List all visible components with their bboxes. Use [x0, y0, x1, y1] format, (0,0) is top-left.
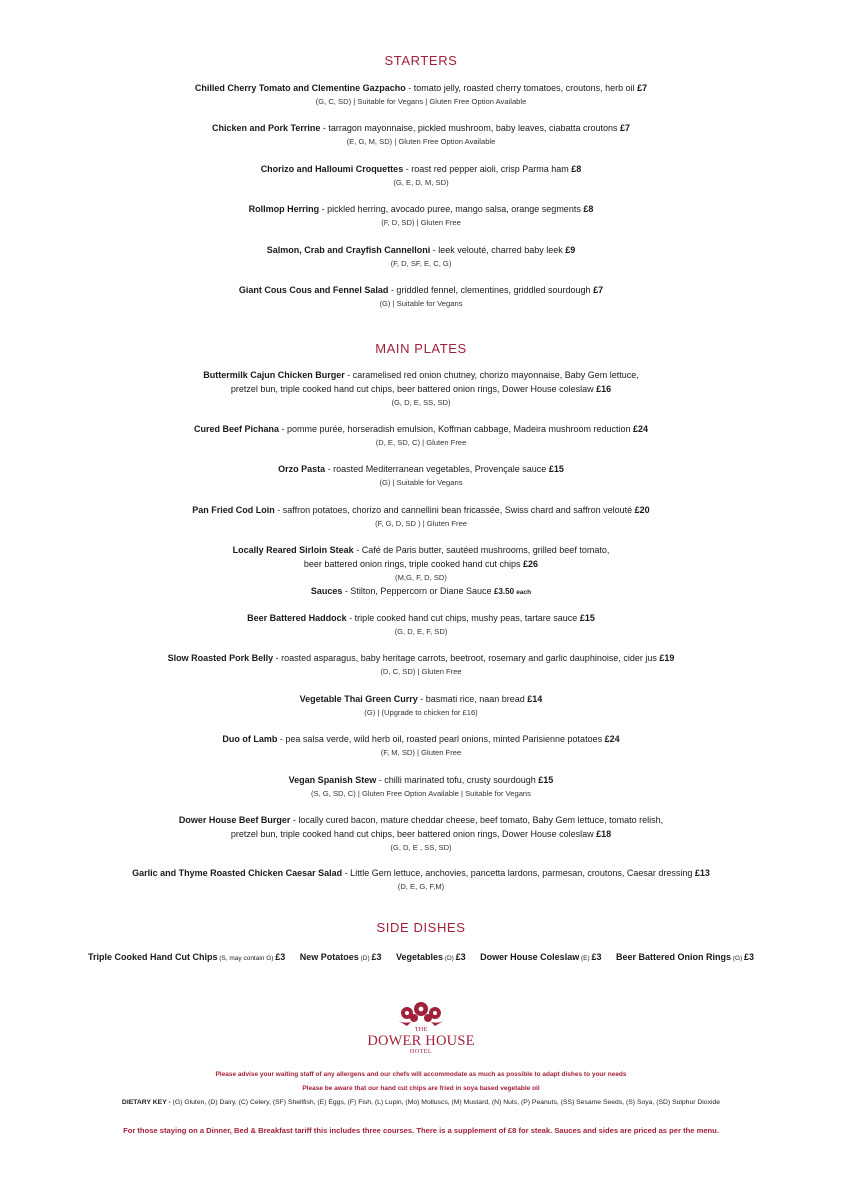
sauces-description: - Stilton, Peppercorn or Diane Sauce — [342, 586, 495, 596]
side-item — [300, 952, 382, 962]
side-price: £3 — [455, 952, 466, 962]
dish-description: - tomato jelly, roasted cherry tomatoes, croutons, herb oil — [405, 83, 638, 93]
dish-description: - roasted Mediterranean vegetables, Provençale sauce — [325, 464, 549, 474]
menu-item — [0, 611, 842, 638]
dish-price: £20 — [634, 505, 650, 515]
dietary-key-text: (G) Gluten, (D) Dairy, (C) Celery, (SF) Shellfish, (E) Eggs, (F) Fish, (L) Lupin, (Mo) Molluscs, (M) Mustard, (N) Nuts, (P) Peanuts, (SS) Sesame Seeds, (S) Soya, (SD) Sulphur Dioxide — [172, 1099, 721, 1106]
dish-description: - basmati rice, naan bread — [417, 694, 528, 704]
dish-description: - leek velouté, charred baby leek — [430, 245, 566, 255]
dish-description: - pea salsa verde, wild herb oil, roasted pearl onions, minted Parisienne potatoes — [277, 734, 605, 744]
menu-item — [0, 503, 842, 530]
dish-description: - griddled fennel, clementines, griddled sourdough — [388, 285, 594, 295]
dish-price: £7 — [620, 123, 631, 133]
dish-name: Salmon, Crab and Crayfish Cannelloni — [266, 245, 431, 255]
menu-item — [0, 866, 842, 893]
dish-description: - saffron potatoes, chorizo and cannellini bean fricassée, Swiss chard and saffron velouté — [274, 505, 635, 515]
dish-name: Vegetable Thai Green Curry — [299, 694, 418, 704]
hotel-logo — [362, 1000, 480, 1060]
dish-price: £18 — [596, 829, 612, 839]
dish-name: Garlic and Thyme Roasted Chicken Caesar Salad — [132, 868, 343, 878]
logo-hotel: HOTEL — [409, 1049, 433, 1055]
dish-name: Beer Battered Haddock — [247, 613, 347, 623]
dish-allergens: (G) | (Upgrade to chicken for £16) — [364, 708, 478, 717]
dish-name: Rollmop Herring — [248, 204, 320, 214]
dish-allergens: (E, G, M, SD) | Gluten Free Option Available — [346, 137, 496, 146]
dish-name: Cured Beef Pichana — [193, 424, 279, 434]
dietary-key-label: DIETARY KEY - — [121, 1099, 173, 1106]
menu-item — [0, 773, 842, 800]
dish-description: - Café de Paris butter, sautéed mushrooms, grilled beef tomato, — [353, 545, 610, 555]
side-item — [396, 952, 466, 962]
dish-description: - pickled herring, avocado puree, mango salsa, orange segments — [319, 204, 584, 214]
floral-crest-icon — [393, 1000, 449, 1026]
starters-heading: STARTERS — [384, 53, 458, 68]
dish-allergens: (M,G, F, D, SD) — [395, 573, 447, 582]
dish-allergens: (S, G, SD, C) | Gluten Free Option Available | Suitable for Vegans — [311, 789, 531, 798]
menu-item — [0, 651, 842, 678]
side-dishes-row — [0, 952, 842, 962]
dish-description: - tarragon mayonnaise, pickled mushroom, baby leaves, ciabatta croutons — [320, 123, 620, 133]
menu-item — [0, 692, 842, 719]
dish-description: pretzel bun, triple cooked hand cut chips, beer battered onion rings, Dower House coleslaw — [230, 384, 597, 394]
menu-item — [0, 543, 842, 600]
menu-item — [0, 422, 842, 449]
dish-price: £19 — [659, 653, 675, 663]
dish-price: £7 — [593, 285, 604, 295]
side-item — [88, 952, 285, 962]
dish-allergens: (F, G, D, SD ) | Gluten Free — [375, 519, 467, 528]
dish-allergens: (F, D, SD) | Gluten Free — [381, 218, 461, 227]
logo-name: DOWER HOUSE — [367, 1033, 475, 1049]
dish-description: - caramelised red onion chutney, chorizo mayonnaise, Baby Gem lettuce, — [344, 370, 639, 380]
dish-allergens: (F, D, SF, E, C, G) — [390, 259, 452, 268]
side-allergens: (G) — [731, 955, 745, 962]
dish-price: £13 — [694, 868, 710, 878]
dish-price: £8 — [583, 204, 594, 214]
dish-allergens: (G, C, SD) | Suitable for Vegans | Gluten Free Option Available — [315, 97, 527, 106]
dish-description: - locally cured bacon, mature cheddar cheese, beef tomato, Baby Gem lettuce, tomato relish, — [290, 815, 664, 825]
dish-allergens: (F, M, SD) | Gluten Free — [380, 748, 462, 757]
side-item — [480, 952, 601, 962]
side-price: £3 — [591, 952, 602, 962]
menu-item — [0, 462, 842, 489]
sauces-label: Sauces — [310, 586, 343, 596]
dish-price: £7 — [637, 83, 648, 93]
side-price: £3 — [371, 952, 382, 962]
dish-price: £24 — [604, 734, 620, 744]
dish-name: Locally Reared Sirloin Steak — [232, 545, 354, 555]
dish-price: £24 — [633, 424, 649, 434]
dish-price: £26 — [523, 559, 539, 569]
dish-allergens: (G, E, D, M, SD) — [393, 178, 449, 187]
dish-price: £9 — [565, 245, 576, 255]
dish-description: beer battered onion rings, triple cooked hand cut chips — [303, 559, 524, 569]
menu-item — [0, 283, 842, 310]
dish-price: £15 — [548, 464, 564, 474]
dish-description: - roasted asparagus, baby heritage carrots, beetroot, rosemary and garlic dauphinoise, cider jus — [273, 653, 660, 663]
menu-item — [0, 243, 842, 270]
side-name: Vegetables — [395, 952, 443, 962]
side-name: Dower House Coleslaw — [480, 952, 580, 962]
sauces-price: £3.50 — [494, 587, 517, 596]
menu-item — [0, 162, 842, 189]
dish-name: Giant Cous Cous and Fennel Salad — [238, 285, 389, 295]
side-allergens: (D) — [443, 955, 456, 962]
dish-name: Orzo Pasta — [278, 464, 326, 474]
dish-name: Chicken and Pork Terrine — [211, 123, 321, 133]
side-dishes-heading: SIDE DISHES — [376, 920, 466, 935]
dish-allergens: (G) | Suitable for Vegans — [379, 478, 463, 487]
dish-allergens: (D, E, G, F,M) — [397, 882, 445, 891]
dish-price: £16 — [596, 384, 612, 394]
menu-item — [0, 81, 842, 108]
dish-description: - roast red pepper aioli, crisp Parma ham — [403, 164, 572, 174]
sauces-each: each — [516, 589, 532, 596]
dish-name: Chilled Cherry Tomato and Clementine Gazpacho — [194, 83, 406, 93]
dish-price: £14 — [527, 694, 543, 704]
dietary-key — [0, 1099, 842, 1106]
dish-allergens: (G, D, E, F, SD) — [394, 627, 448, 636]
allergen-notice: Please advise your waiting staff of any allergens and our chefs will accommodate as much as possible to adapt dishes to your needs — [215, 1071, 627, 1078]
dish-description: pretzel bun, triple cooked hand cut chips, beer battered onion rings, Dower House coleslaw — [230, 829, 597, 839]
dish-name: Dower House Beef Burger — [178, 815, 291, 825]
dish-price: £15 — [538, 775, 554, 785]
dish-allergens: (D, C, SD) | Gluten Free — [380, 667, 462, 676]
side-price: £3 — [275, 952, 286, 962]
menu-item — [0, 202, 842, 229]
dish-price: £15 — [579, 613, 595, 623]
dish-name: Pan Fried Cod Loin — [192, 505, 275, 515]
side-price: £3 — [744, 952, 755, 962]
main-plates-heading: MAIN PLATES — [375, 341, 467, 356]
dish-description: - triple cooked hand cut chips, mushy peas, tartare sauce — [346, 613, 580, 623]
dish-description: - chilli marinated tofu, crusty sourdough — [376, 775, 539, 785]
dish-allergens: (G) | Suitable for Vegans — [379, 299, 463, 308]
side-name: Beer Battered Onion Rings — [616, 952, 732, 962]
dish-name: Buttermilk Cajun Chicken Burger — [203, 370, 345, 380]
menu-item — [0, 121, 842, 148]
dish-allergens: (D, E, SD, C) | Gluten Free — [375, 438, 467, 447]
side-name: New Potatoes — [299, 952, 359, 962]
menu-item — [0, 732, 842, 759]
menu-item — [0, 368, 842, 409]
chips-notice: Please be aware that our hand cut chips are fried in soya based vegetable oil — [302, 1085, 540, 1092]
dish-description: - pomme purée, horseradish emulsion, Koffman cabbage, Madeira mushroom reduction — [278, 424, 633, 434]
side-allergens: (E) — [579, 955, 592, 962]
side-allergens: (S, may contain G) — [217, 955, 276, 962]
side-allergens: (D) — [358, 955, 372, 962]
dish-name: Duo of Lamb — [222, 734, 278, 744]
dish-allergens: (G, D, E, SS, SD) — [391, 398, 451, 407]
logo-the: THE — [414, 1026, 428, 1033]
dish-name: Slow Roasted Pork Belly — [167, 653, 274, 663]
dish-price: £8 — [571, 164, 582, 174]
tariff-notice: For those staying on a Dinner, Bed & Breakfast tariff this includes three courses. There is a supplement of £8 for steak. Sauces and sides are priced as per the menu. — [123, 1126, 719, 1135]
side-item — [616, 952, 754, 962]
side-name: Triple Cooked Hand Cut Chips — [87, 952, 218, 962]
dish-name: Chorizo and Halloumi Croquettes — [260, 164, 404, 174]
dish-allergens: (G, D, E , SS, SD) — [390, 843, 452, 852]
dish-description: - Little Gem lettuce, anchovies, pancetta lardons, parmesan, croutons, Caesar dressing — [342, 868, 695, 878]
dish-name: Vegan Spanish Stew — [288, 775, 377, 785]
menu-item — [0, 813, 842, 854]
